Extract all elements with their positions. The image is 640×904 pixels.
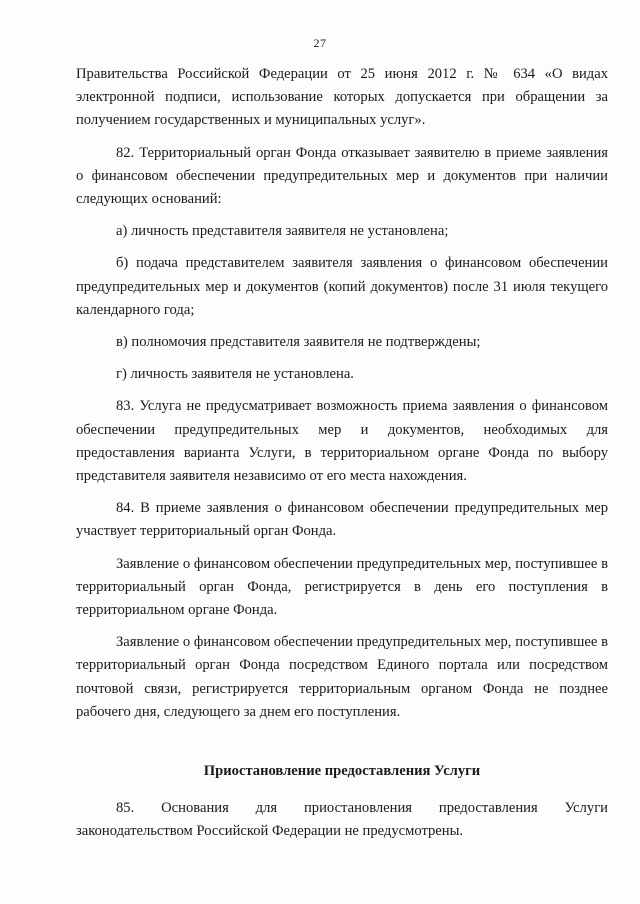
paragraph-84: 84. В приеме заявления о финансовом обеспечении предупредительных мер участвует территориальный орган Фонда. bbox=[76, 500, 608, 540]
paragraph-85: 85. Основания для приостановления предоставления Услуги законодательством Российской Федерации не предусмотрены. bbox=[76, 800, 608, 840]
list-item-c: в) полномочия представителя заявителя не подтверждены; bbox=[116, 334, 481, 351]
list-item-b: б) подача представителем заявителя заявления о финансовом обеспечении предупредительных мер и документов (копий документов) после 31 июля текущего календарного года; bbox=[76, 255, 608, 318]
list-item-d: г) личность заявителя не установлена. bbox=[116, 366, 354, 383]
paragraph-continuation: Правительства Российской Федерации от 25 июня 2012 г. № 634 «О видах электронной подписи, использование которых допускается при обращении за получением государственных и муниципальных услуг». bbox=[76, 66, 608, 129]
paragraph-registration-next-day: Заявление о финансовом обеспечении предупредительных мер, поступившее в территориальный орган Фонда посредством Единого портала или посредством почтовой связи, регистрируется территориальным органом Фонда не позднее рабочего дня, следующего за днем его поступления. bbox=[76, 634, 608, 720]
paragraph-83: 83. Услуга не предусматривает возможность приема заявления о финансовом обеспечении предупредительных мер и документов, необходимых для предоставления варианта Услуги, в территориальном органе Фонда по выбору представителя заявителя независимо от его места нахождения. bbox=[76, 398, 608, 485]
section-heading: Приостановление предоставления Услуги bbox=[203, 763, 481, 780]
list-item-a: а) личность представителя заявителя не установлена; bbox=[116, 223, 449, 240]
page-number: 27 bbox=[313, 36, 327, 50]
document-body bbox=[76, 63, 608, 844]
paragraph-82: 82. Территориальный орган Фонда отказывает заявителю в приеме заявления о финансовом обеспечении предупредительных мер и документов при наличии следующих оснований: bbox=[76, 144, 608, 208]
paragraph-registration-same-day: Заявление о финансовом обеспечении предупредительных мер, поступившее в территориальный орган Фонда, регистрируется в день его поступления в территориальном органе Фонда. bbox=[76, 555, 608, 619]
